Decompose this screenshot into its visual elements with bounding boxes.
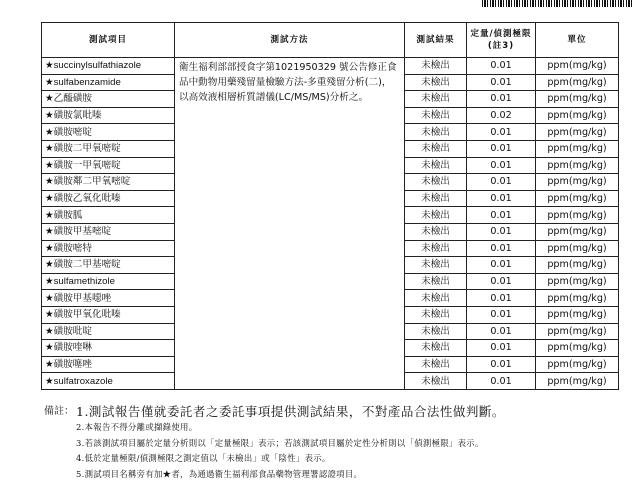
test-result-cell: 未檢出	[405, 74, 467, 91]
test-item-cell: ★sulfabenzamide	[42, 74, 175, 91]
note-item: 4.低於定量極限/偵測極限之測定值以「未檢出」或「陰性」表示。	[44, 451, 624, 467]
test-item-cell: ★磺胺甲基嘧啶	[42, 223, 175, 240]
detection-limit-cell: 0.01	[467, 273, 536, 290]
test-result-cell: 未檢出	[405, 273, 467, 290]
test-item-cell: ★磺胺嘧特	[42, 240, 175, 257]
test-result-cell: 未檢出	[405, 373, 467, 390]
test-item-cell: ★磺胺二甲基嘧啶	[42, 257, 175, 274]
unit-cell: ppm(mg/kg)	[536, 340, 619, 357]
unit-cell: ppm(mg/kg)	[536, 140, 619, 157]
test-result-cell: 未檢出	[405, 140, 467, 157]
notes-section	[44, 404, 624, 482]
notes-label: 備註：	[44, 404, 76, 420]
unit-cell: ppm(mg/kg)	[536, 124, 619, 141]
note-item: 1.測試報告僅就委託者之委託事項提供測試結果，不對產品合法性做判斷。	[76, 404, 505, 420]
detection-limit-cell: 0.01	[467, 174, 536, 191]
unit-cell: ppm(mg/kg)	[536, 207, 619, 224]
detection-limit-cell: 0.01	[467, 190, 536, 207]
header-limit: 定量/偵測極限(註3)	[467, 23, 536, 58]
detection-limit-cell: 0.01	[467, 124, 536, 141]
detection-limit-cell: 0.01	[467, 140, 536, 157]
unit-cell: ppm(mg/kg)	[536, 107, 619, 124]
table-row	[42, 58, 619, 75]
test-item-cell: ★磺胺吡啶	[42, 323, 175, 340]
note-item: 5.測試項目名稱旁有加★者，為通過衛生福利部食品藥物管理署認證項目。	[44, 467, 624, 482]
detection-limit-cell: 0.01	[467, 257, 536, 274]
test-result-cell: 未檢出	[405, 340, 467, 357]
unit-cell: ppm(mg/kg)	[536, 157, 619, 174]
test-method-cell: 衛生福利部部授食字第1021950329 號公告修正食品中動物用藥殘留量檢驗方法-多重殘留分析(二)，以高效液相層析質譜儀(LC/MS/MS)分析之。	[175, 58, 405, 390]
unit-cell: ppm(mg/kg)	[536, 373, 619, 390]
unit-cell: ppm(mg/kg)	[536, 323, 619, 340]
test-item-cell: ★磺胺喹啉	[42, 340, 175, 357]
test-item-cell: ★磺胺二甲氧嘧啶	[42, 140, 175, 157]
detection-limit-cell: 0.01	[467, 157, 536, 174]
test-result-cell: 未檢出	[405, 240, 467, 257]
header-unit: 單位	[536, 23, 619, 58]
detection-limit-cell: 0.01	[467, 240, 536, 257]
note-item: 2.本報告不得分離或擷錄使用。	[44, 420, 624, 436]
header-method: 測試方法	[175, 23, 405, 58]
test-item-cell: ★磺胺一甲氧嘧啶	[42, 157, 175, 174]
test-result-cell: 未檢出	[405, 290, 467, 307]
unit-cell: ppm(mg/kg)	[536, 174, 619, 191]
unit-cell: ppm(mg/kg)	[536, 306, 619, 323]
unit-cell: ppm(mg/kg)	[536, 356, 619, 373]
detection-limit-cell: 0.01	[467, 306, 536, 323]
unit-cell: ppm(mg/kg)	[536, 290, 619, 307]
test-result-cell: 未檢出	[405, 124, 467, 141]
test-item-cell: ★磺胺甲氧化吡嗪	[42, 306, 175, 323]
test-item-cell: ★磺胺嘧啶	[42, 124, 175, 141]
detection-limit-cell: 0.01	[467, 207, 536, 224]
test-result-cell: 未檢出	[405, 323, 467, 340]
test-item-cell: ★succinylsulfathiazole	[42, 58, 175, 75]
unit-cell: ppm(mg/kg)	[536, 223, 619, 240]
test-item-cell: ★磺胺氯吡嗪	[42, 107, 175, 124]
header-item: 測試項目	[42, 23, 175, 58]
detection-limit-cell: 0.01	[467, 290, 536, 307]
detection-limit-cell: 0.01	[467, 223, 536, 240]
test-result-cell: 未檢出	[405, 257, 467, 274]
test-result-cell: 未檢出	[405, 107, 467, 124]
test-results-table	[41, 22, 619, 390]
unit-cell: ppm(mg/kg)	[536, 273, 619, 290]
barcode	[482, 0, 632, 7]
unit-cell: ppm(mg/kg)	[536, 257, 619, 274]
detection-limit-cell: 0.01	[467, 356, 536, 373]
test-result-cell: 未檢出	[405, 58, 467, 75]
test-result-cell: 未檢出	[405, 207, 467, 224]
test-result-cell: 未檢出	[405, 306, 467, 323]
test-item-cell: ★sulfatroxazole	[42, 373, 175, 390]
detection-limit-cell: 0.01	[467, 340, 536, 357]
unit-cell: ppm(mg/kg)	[536, 74, 619, 91]
table-header-row	[42, 23, 619, 58]
test-result-cell: 未檢出	[405, 223, 467, 240]
test-item-cell: ★磺胺鄰二甲氧嘧啶	[42, 174, 175, 191]
detection-limit-cell: 0.01	[467, 74, 536, 91]
unit-cell: ppm(mg/kg)	[536, 58, 619, 75]
test-item-cell: ★磺胺噻唑	[42, 356, 175, 373]
test-result-cell: 未檢出	[405, 356, 467, 373]
detection-limit-cell: 0.01	[467, 58, 536, 75]
test-item-cell: ★sulfamethizole	[42, 273, 175, 290]
test-result-cell: 未檢出	[405, 157, 467, 174]
detection-limit-cell: 0.01	[467, 323, 536, 340]
note-item: 3.若該測試項目屬於定量分析則以「定量極限」表示；若該測試項目屬於定性分析則以「偵測極限」表示。	[44, 436, 624, 452]
test-item-cell: ★乙醯磺胺	[42, 91, 175, 108]
detection-limit-cell: 0.01	[467, 373, 536, 390]
test-item-cell: ★磺胺乙氧化吡嗪	[42, 190, 175, 207]
test-result-cell: 未檢出	[405, 91, 467, 108]
unit-cell: ppm(mg/kg)	[536, 190, 619, 207]
test-result-cell: 未檢出	[405, 174, 467, 191]
unit-cell: ppm(mg/kg)	[536, 240, 619, 257]
unit-cell: ppm(mg/kg)	[536, 91, 619, 108]
test-result-cell: 未檢出	[405, 190, 467, 207]
header-result: 測試結果	[405, 23, 467, 58]
detection-limit-cell: 0.02	[467, 107, 536, 124]
detection-limit-cell: 0.01	[467, 91, 536, 108]
test-item-cell: ★磺胺甲基噁唑	[42, 290, 175, 307]
test-item-cell: ★磺胺胍	[42, 207, 175, 224]
